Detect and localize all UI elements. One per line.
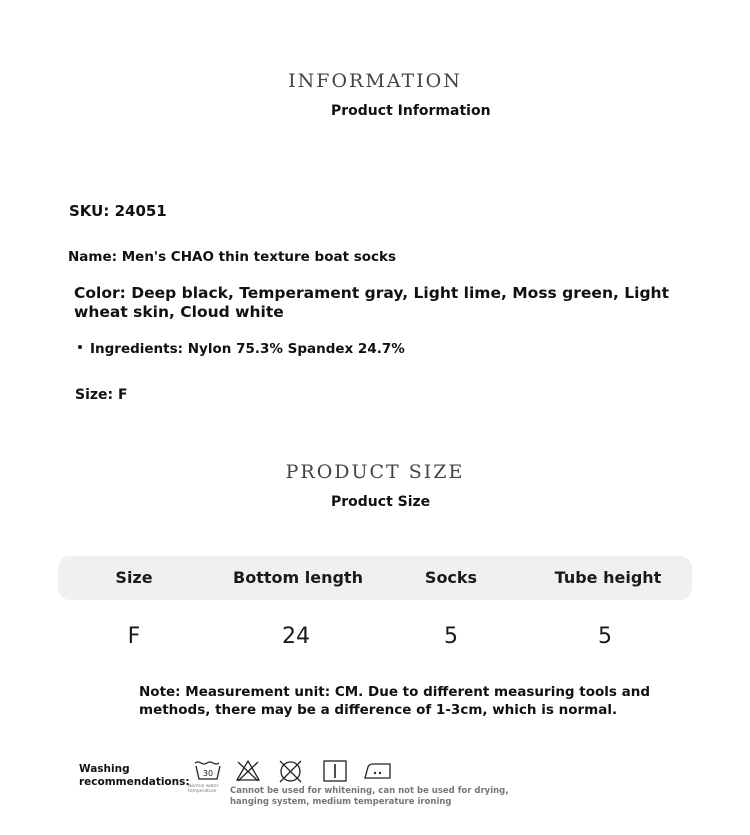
ingredients-text: Ingredients: Nylon 75.3% Spandex 24.7% — [90, 341, 405, 357]
washing-text-line-1: Cannot be used for whitening, can not be used for drying, — [230, 786, 509, 796]
cell-size: F — [127, 624, 141, 649]
bullet-icon — [78, 345, 82, 349]
size-line: Size: F — [75, 387, 128, 403]
note-line-1: Note: Measurement unit: CM. Due to different measuring tools and — [139, 684, 651, 700]
wash-temp-text: 30 — [202, 769, 214, 778]
col-header-tube-height: Tube height — [554, 568, 662, 587]
washing-text — [230, 786, 509, 808]
ingredients-line — [78, 341, 405, 357]
note-line-2: methods, there may be a difference of 1-3cm, which is normal. — [139, 702, 618, 718]
col-header-bottom-length: Bottom length — [233, 568, 363, 587]
col-header-size: Size — [115, 568, 153, 587]
tub-caption — [188, 784, 219, 794]
tub-caption-line-1: Normal water — [188, 784, 219, 789]
wash-30-icon — [194, 760, 222, 782]
washing-label — [79, 763, 190, 789]
washing-label-line-1: Washing — [79, 763, 130, 775]
info-subheading: Product Information — [331, 103, 491, 119]
no-tumble-dry-icon — [278, 759, 303, 784]
name-line: Name: Men's CHAO thin texture boat socks — [68, 249, 397, 265]
color-line-1: Color: Deep black, Temperament gray, Light lime, Moss green, Light — [74, 284, 669, 302]
cell-tube-height: 5 — [598, 624, 612, 649]
size-heading: PRODUCT SIZE — [285, 461, 465, 483]
tub-caption-line-2: temperature — [188, 789, 217, 794]
color-line — [74, 284, 669, 322]
color-line-2: wheat skin, Cloud white — [74, 303, 284, 321]
washing-label-line-2: recommendations: — [79, 776, 190, 788]
cell-socks: 5 — [444, 624, 458, 649]
sku-line: SKU: 24051 — [69, 202, 167, 220]
table-row — [58, 610, 692, 654]
size-table-header — [58, 556, 692, 600]
size-subheading: Product Size — [331, 494, 431, 510]
measurement-note — [139, 683, 650, 719]
no-bleach-icon — [235, 759, 261, 783]
col-header-socks: Socks — [424, 568, 478, 587]
iron-medium-icon — [363, 761, 393, 781]
hang-dry-icon — [323, 760, 347, 782]
info-heading: INFORMATION — [288, 70, 462, 92]
washing-text-line-2: hanging system, medium temperature ironing — [230, 797, 452, 807]
cell-bottom-length: 24 — [282, 624, 310, 649]
